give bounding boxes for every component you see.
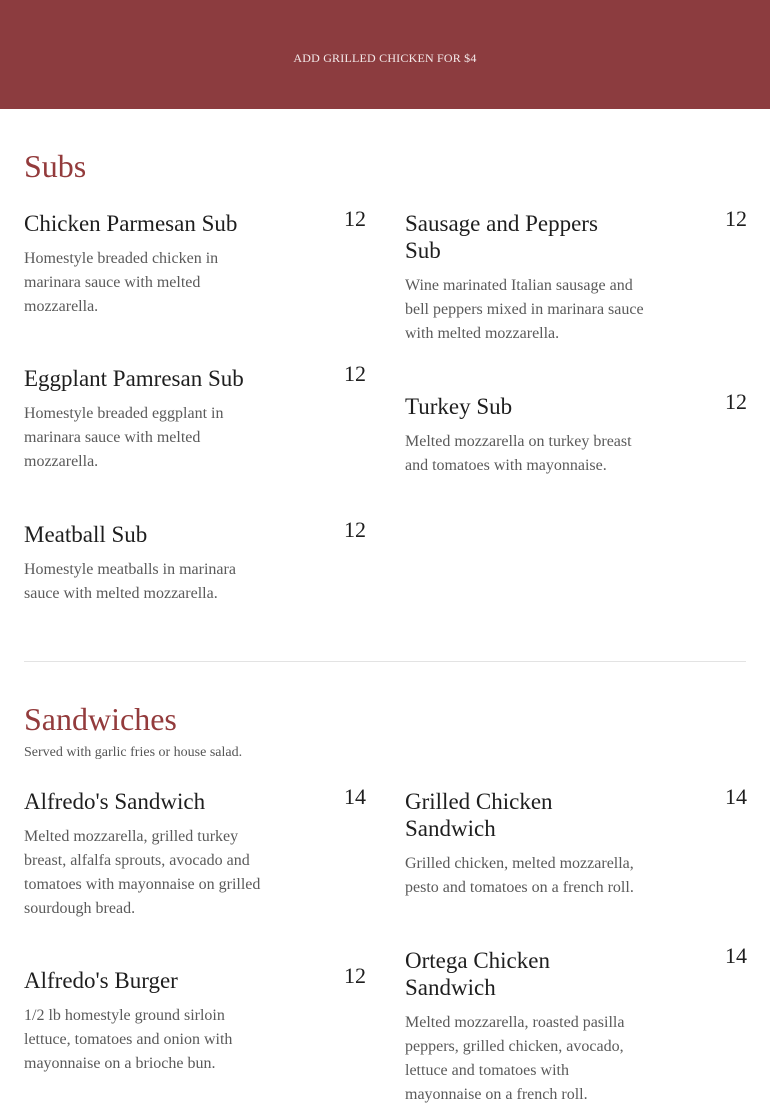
- item-name: Eggplant Pamresan Sub: [24, 366, 244, 391]
- item-price: 12: [344, 206, 366, 231]
- item-description: Homestyle meatballs in marinara sauce with melted mozzarella.: [24, 561, 236, 602]
- item-price: 14: [344, 784, 366, 809]
- item-description: 1/2 lb homestyle ground sirloin lettuce, tomatoes and onion with mayonnaise on a brioche bun.: [24, 1007, 233, 1072]
- item-name: Ortega Chicken Sandwich: [405, 948, 550, 1000]
- promo-text: ADD GRILLED CHICKEN FOR $4: [293, 51, 477, 65]
- item-description: Melted mozzarella on turkey breast and tomatoes with mayonnaise.: [405, 433, 632, 474]
- menu-item: [24, 517, 366, 606]
- item-description: Wine marinated Italian sausage and bell peppers mixed in marinara sauce with melted mozzarella.: [405, 277, 644, 342]
- item-price: 12: [725, 206, 747, 231]
- section-title-subs: Subs: [24, 148, 87, 184]
- item-price: 12: [344, 963, 366, 988]
- item-name: Chicken Parmesan Sub: [24, 211, 238, 236]
- item-description: Melted mozzarella, roasted pasilla peppers, grilled chicken, avocado, lettuce and tomatoes with mayonnaise on a french roll.: [405, 1014, 625, 1103]
- menu-item: [24, 784, 366, 921]
- item-description: Homestyle breaded chicken in marinara sauce with melted mozzarella.: [24, 250, 219, 315]
- item-description: Grilled chicken, melted mozzarella, pesto and tomatoes on a french roll.: [405, 855, 634, 896]
- menu-item: [24, 963, 366, 1076]
- menu-item: [405, 784, 747, 900]
- menu-item: [24, 206, 366, 319]
- item-price: 12: [725, 389, 747, 414]
- item-name: Alfredo's Sandwich: [24, 789, 206, 814]
- section-note: Served with garlic fries or house salad.: [24, 745, 243, 760]
- menu-item: [405, 389, 747, 478]
- item-name: Meatball Sub: [24, 522, 148, 547]
- item-price: 12: [344, 361, 366, 386]
- promo-banner: [0, 0, 770, 109]
- item-description: Homestyle breaded eggplant in marinara sauce with melted mozzarella.: [24, 405, 224, 470]
- item-price: 14: [725, 943, 747, 968]
- item-name: Sausage and Peppers Sub: [405, 211, 598, 263]
- item-price: 12: [344, 517, 366, 542]
- item-price: 14: [725, 784, 747, 809]
- item-description: Melted mozzarella, grilled turkey breast, alfalfa sprouts, avocado and tomatoes with mayonnaise on grilled sourdough bread.: [24, 828, 261, 917]
- section-title-sandwiches: Sandwiches: [24, 701, 177, 737]
- menu-item: [405, 943, 747, 1107]
- item-name: Grilled Chicken Sandwich: [405, 789, 553, 841]
- menu-item: [405, 206, 747, 346]
- item-name: Turkey Sub: [405, 394, 513, 419]
- item-name: Alfredo's Burger: [24, 968, 178, 993]
- menu-item: [24, 361, 366, 474]
- section-divider: [24, 661, 746, 662]
